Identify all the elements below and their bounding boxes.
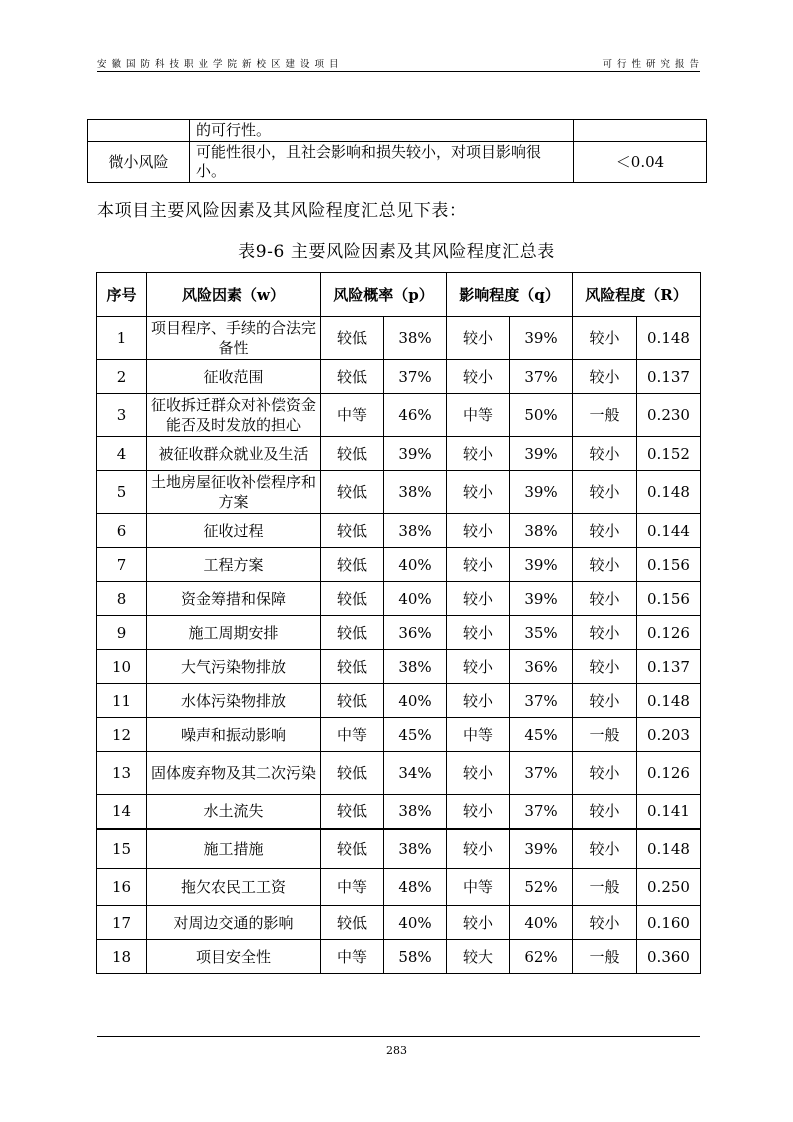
cell-prob-level: 较低	[321, 684, 384, 718]
cell-degree-level: 较小	[573, 829, 637, 869]
cell-factor: 被征收群众就业及生活	[147, 437, 321, 471]
cell-no: 17	[97, 906, 147, 940]
cell-impact: 40%	[510, 906, 573, 940]
cell-degree-level: 较小	[573, 906, 637, 940]
table-row	[97, 684, 701, 718]
cell-degree-level: 较小	[573, 795, 637, 829]
table-row	[97, 718, 701, 752]
cell-impact-level: 较小	[447, 616, 510, 650]
cell-factor: 项目安全性	[147, 940, 321, 974]
cell-impact: 39%	[510, 437, 573, 471]
cell-impact: 38%	[510, 514, 573, 548]
cell-impact: 35%	[510, 616, 573, 650]
cell-impact-level: 较小	[447, 317, 510, 360]
cell-prob: 37%	[384, 360, 447, 394]
cell-prob-level: 较低	[321, 437, 384, 471]
cell-factor: 征收拆迁群众对补偿资金能否及时发放的担心	[147, 394, 321, 437]
cell-degree-level: 一般	[573, 718, 637, 752]
risk-summary-table	[96, 272, 701, 974]
cell-impact: 39%	[510, 317, 573, 360]
header-factor: 风险因素（w）	[147, 273, 321, 317]
table-row	[97, 829, 701, 869]
definition-label-cell	[88, 120, 190, 142]
cell-no: 16	[97, 869, 147, 906]
cell-prob-level: 较低	[321, 471, 384, 514]
cell-no: 4	[97, 437, 147, 471]
cell-degree-level: 较小	[573, 360, 637, 394]
cell-degree: 0.230	[637, 394, 701, 437]
page-number: 283	[386, 1044, 407, 1057]
cell-impact: 37%	[510, 795, 573, 829]
cell-prob-level: 较低	[321, 906, 384, 940]
definition-value-cell	[574, 120, 707, 142]
cell-impact: 36%	[510, 650, 573, 684]
cell-prob-level: 较低	[321, 360, 384, 394]
table-row	[97, 514, 701, 548]
cell-degree: 0.148	[637, 471, 701, 514]
cell-prob: 38%	[384, 829, 447, 869]
table-row	[97, 394, 701, 437]
cell-impact-level: 较小	[447, 906, 510, 940]
table-row	[97, 360, 701, 394]
cell-factor: 征收过程	[147, 514, 321, 548]
cell-impact-level: 中等	[447, 718, 510, 752]
definition-row	[88, 142, 707, 183]
cell-impact-level: 较小	[447, 471, 510, 514]
table-body	[97, 317, 701, 974]
cell-impact-level: 中等	[447, 394, 510, 437]
cell-degree-level: 一般	[573, 940, 637, 974]
cell-impact: 50%	[510, 394, 573, 437]
cell-prob: 38%	[384, 795, 447, 829]
cell-prob-level: 较低	[321, 829, 384, 869]
risk-level-definition-table	[87, 119, 707, 183]
cell-prob-level: 较低	[321, 548, 384, 582]
cell-prob-level: 较低	[321, 616, 384, 650]
cell-prob: 46%	[384, 394, 447, 437]
header-project-name: 安徽国防科技职业学院新校区建设项目	[97, 59, 344, 70]
cell-prob: 38%	[384, 471, 447, 514]
cell-degree: 0.137	[637, 360, 701, 394]
cell-degree-level: 一般	[573, 869, 637, 906]
cell-factor: 征收范围	[147, 360, 321, 394]
definition-label-cell: 微小风险	[88, 142, 190, 183]
cell-factor: 固体废弃物及其二次污染	[147, 752, 321, 795]
cell-degree: 0.148	[637, 684, 701, 718]
cell-degree-level: 较小	[573, 752, 637, 795]
cell-no: 5	[97, 471, 147, 514]
cell-degree-level: 较小	[573, 471, 637, 514]
cell-no: 15	[97, 829, 147, 869]
cell-prob: 38%	[384, 317, 447, 360]
cell-impact-level: 较小	[447, 829, 510, 869]
cell-prob: 38%	[384, 650, 447, 684]
cell-no: 9	[97, 616, 147, 650]
cell-degree: 0.144	[637, 514, 701, 548]
table-row	[97, 940, 701, 974]
definition-desc-cell: 可能性很小，且社会影响和损失较小，对项目影响很小。	[190, 142, 574, 183]
cell-no: 6	[97, 514, 147, 548]
cell-factor: 水体污染物排放	[147, 684, 321, 718]
cell-factor: 拖欠农民工工资	[147, 869, 321, 906]
cell-prob: 38%	[384, 514, 447, 548]
header-degree: 风险程度（R）	[573, 273, 701, 317]
cell-prob-level: 较低	[321, 317, 384, 360]
cell-impact-level: 较小	[447, 684, 510, 718]
table-row	[97, 795, 701, 829]
cell-factor: 水土流失	[147, 795, 321, 829]
table-row	[97, 437, 701, 471]
cell-impact-level: 较小	[447, 582, 510, 616]
header-no: 序号	[97, 273, 147, 317]
cell-impact: 52%	[510, 869, 573, 906]
cell-impact-level: 较大	[447, 940, 510, 974]
cell-prob: 34%	[384, 752, 447, 795]
cell-factor: 大气污染物排放	[147, 650, 321, 684]
cell-impact-level: 较小	[447, 752, 510, 795]
cell-degree: 0.156	[637, 582, 701, 616]
cell-prob: 39%	[384, 437, 447, 471]
cell-factor: 工程方案	[147, 548, 321, 582]
cell-impact: 39%	[510, 582, 573, 616]
cell-prob-level: 较低	[321, 650, 384, 684]
cell-no: 7	[97, 548, 147, 582]
cell-impact-level: 较小	[447, 360, 510, 394]
cell-degree: 0.137	[637, 650, 701, 684]
cell-factor: 土地房屋征收补偿程序和方案	[147, 471, 321, 514]
cell-degree-level: 较小	[573, 548, 637, 582]
cell-impact-level: 较小	[447, 548, 510, 582]
intro-paragraph: 本项目主要风险因素及其风险程度汇总见下表：	[97, 201, 467, 221]
definition-row	[88, 120, 707, 142]
cell-degree: 0.141	[637, 795, 701, 829]
cell-impact: 39%	[510, 548, 573, 582]
cell-prob: 40%	[384, 548, 447, 582]
cell-impact: 37%	[510, 752, 573, 795]
table-row	[97, 317, 701, 360]
cell-no: 11	[97, 684, 147, 718]
definition-value-cell: ＜0.04	[574, 142, 707, 183]
cell-impact: 39%	[510, 471, 573, 514]
cell-impact-level: 较小	[447, 795, 510, 829]
cell-prob-level: 中等	[321, 869, 384, 906]
cell-factor: 施工措施	[147, 829, 321, 869]
cell-impact: 62%	[510, 940, 573, 974]
cell-prob-level: 较低	[321, 752, 384, 795]
cell-prob-level: 中等	[321, 394, 384, 437]
table-row	[97, 548, 701, 582]
cell-degree: 0.160	[637, 906, 701, 940]
table-row	[97, 471, 701, 514]
cell-prob: 40%	[384, 906, 447, 940]
cell-impact: 37%	[510, 360, 573, 394]
cell-degree: 0.203	[637, 718, 701, 752]
cell-no: 8	[97, 582, 147, 616]
header-rule	[97, 71, 700, 72]
cell-degree-level: 较小	[573, 684, 637, 718]
header-impact: 影响程度（q）	[447, 273, 573, 317]
cell-degree-level: 较小	[573, 616, 637, 650]
cell-no: 18	[97, 940, 147, 974]
header-probability: 风险概率（p）	[321, 273, 447, 317]
cell-factor: 噪声和振动影响	[147, 718, 321, 752]
footer-rule	[97, 1036, 700, 1037]
cell-prob-level: 中等	[321, 718, 384, 752]
cell-prob: 58%	[384, 940, 447, 974]
table-row	[97, 650, 701, 684]
cell-degree: 0.156	[637, 548, 701, 582]
cell-degree: 0.148	[637, 317, 701, 360]
cell-degree: 0.152	[637, 437, 701, 471]
cell-degree-level: 较小	[573, 650, 637, 684]
cell-impact-level: 较小	[447, 437, 510, 471]
cell-impact: 37%	[510, 684, 573, 718]
cell-degree-level: 较小	[573, 514, 637, 548]
cell-no: 2	[97, 360, 147, 394]
table-row	[97, 752, 701, 795]
page-header	[97, 52, 704, 70]
cell-no: 13	[97, 752, 147, 795]
cell-factor: 资金筹措和保障	[147, 582, 321, 616]
cell-impact: 45%	[510, 718, 573, 752]
cell-impact-level: 中等	[447, 869, 510, 906]
cell-no: 3	[97, 394, 147, 437]
cell-degree: 0.126	[637, 752, 701, 795]
cell-factor: 对周边交通的影响	[147, 906, 321, 940]
cell-no: 14	[97, 795, 147, 829]
table-row	[97, 906, 701, 940]
cell-prob-level: 中等	[321, 940, 384, 974]
cell-degree: 0.148	[637, 829, 701, 869]
cell-prob: 40%	[384, 684, 447, 718]
table-row	[97, 616, 701, 650]
cell-prob: 48%	[384, 869, 447, 906]
cell-degree: 0.360	[637, 940, 701, 974]
cell-prob-level: 较低	[321, 795, 384, 829]
header-report-type: 可行性研究报告	[602, 59, 704, 70]
cell-degree-level: 较小	[573, 582, 637, 616]
cell-degree-level: 较小	[573, 437, 637, 471]
definition-desc-cell: 的可行性。	[190, 120, 574, 142]
cell-prob-level: 较低	[321, 582, 384, 616]
cell-degree: 0.250	[637, 869, 701, 906]
cell-prob: 40%	[384, 582, 447, 616]
cell-degree-level: 一般	[573, 394, 637, 437]
table-row	[97, 582, 701, 616]
cell-factor: 项目程序、手续的合法完备性	[147, 317, 321, 360]
table-row	[97, 869, 701, 906]
cell-impact: 39%	[510, 829, 573, 869]
table-caption: 表9-6 主要风险因素及其风险程度汇总表	[238, 242, 555, 262]
table-header-row	[97, 273, 701, 317]
cell-factor: 施工周期安排	[147, 616, 321, 650]
cell-impact-level: 较小	[447, 650, 510, 684]
cell-no: 10	[97, 650, 147, 684]
cell-no: 12	[97, 718, 147, 752]
cell-impact-level: 较小	[447, 514, 510, 548]
cell-prob: 36%	[384, 616, 447, 650]
cell-degree-level: 较小	[573, 317, 637, 360]
cell-prob: 45%	[384, 718, 447, 752]
cell-prob-level: 较低	[321, 514, 384, 548]
cell-degree: 0.126	[637, 616, 701, 650]
cell-no: 1	[97, 317, 147, 360]
